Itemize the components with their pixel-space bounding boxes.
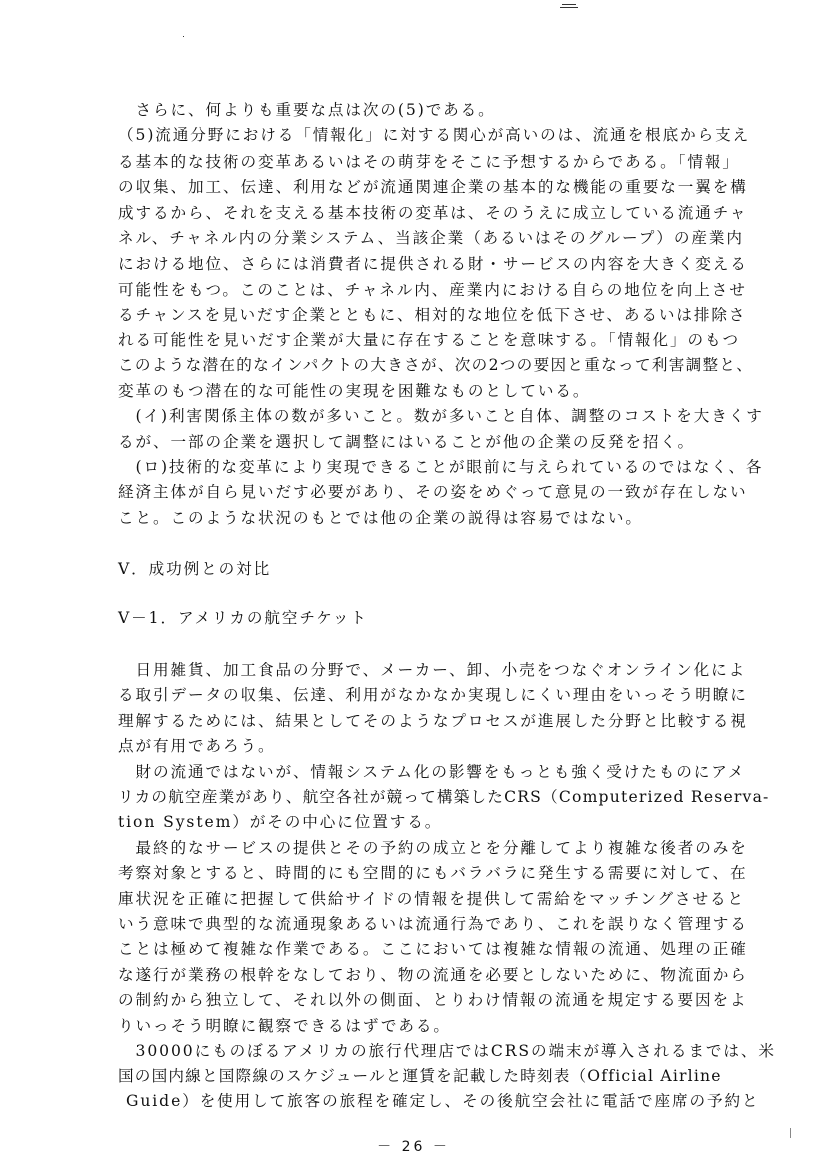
body-text-line: 変革のもつ潜在的な可能性の実現を困難なものとしている。 [118, 382, 591, 400]
body-text-line: ことは極めて複雑な作業である。ここにおいては複雑な情報の流通、処理の正確 [118, 940, 748, 958]
body-text-line: 理解するためには、結果としてそのようなプロセスが進展した分野と比較する視 [118, 712, 748, 730]
body-text-line: れる可能性を見いだす企業が大量に存在することを意味する。「情報化」のもつ [118, 331, 740, 349]
body-text-line: 経済主体が自ら見いだす必要があり、その姿をめぐって意見の一致が存在しない [118, 483, 748, 501]
body-text-line: (イ)利害関係主体の数が多いこと。数が多いこと自体、調整のコストを大きくす [118, 407, 764, 425]
section-heading: Ⅴ．成功例との対比 [118, 560, 272, 578]
body-text-line: 点が有用であろう。 [118, 737, 276, 755]
body-text-line: 最終的なサービスの提供とその予約の成立とを分離してより複雑な後者のみを [118, 839, 748, 857]
scan-speck [790, 1128, 791, 1138]
body-text-line: る基本的な技術の変革あるいはその萌芽をそこに予想するからである。「情報」 [118, 153, 740, 171]
body-text-line: さらに、何よりも重要な点は次の(5)である。 [118, 101, 496, 119]
body-text-line: いう意味で典型的な流通現象あるいは流通行為であり、これを誤りなく管理する [118, 915, 748, 933]
body-text-line: の制約から独立して、それ以外の側面、とりわけ情報の流通を規定する要因をよ [118, 991, 748, 1009]
body-text-line: （5)流通分野における「情報化」に対する関心が高いのは、流通を根底から支え [118, 126, 751, 144]
body-text-line: tion System）がその中心に位置する。 [118, 813, 443, 831]
body-text-line: りいっそう明瞭に観察できるはずである。 [118, 1017, 451, 1035]
body-text-line: (ロ)技術的な変革により実現できることが眼前に与えられているのではなく、各 [118, 458, 764, 476]
scan-speck [560, 7, 578, 8]
body-text-line: 可能性をもつ。このことは、チャネル内、産業内における自らの地位を向上させ [118, 281, 747, 299]
scan-speck [562, 4, 576, 5]
body-text-line: るが、一部の企業を選択して調整にはいることが他の企業の反発を招く。 [118, 433, 695, 451]
body-text-line: このような潜在的なインパクトの大きさが、次の2つの要因と重なって利害調整と、 [118, 356, 754, 374]
body-text-line: リカの航空産業があり、航空各社が競って構築したCRS（Computerized Reserva- [118, 788, 770, 806]
body-text-line: Guide）を使用して旅客の旅程を確定し、その後航空会社に電話で座席の予約と [126, 1092, 760, 1110]
body-text-line: 考察対象とすると、時間的にも空間的にもバラバラに発生する需要に対して、在 [118, 864, 748, 882]
body-text-line: な遂行が業務の根幹をなしており、物の流通を必要としないために、物流面から [118, 966, 748, 984]
body-text-line: ネル、チャネル内の分業システム、当該企業（あるいはそのグループ）の産業内 [118, 229, 744, 247]
body-text-line: 成するから、それを支える基本技術の変革は、そのうえに成立している流通チャ [118, 204, 748, 222]
page-number: － 26 － [377, 1139, 450, 1155]
body-text-line: 庫状況を正確に把握して供給サイドの情報を提供して需給をマッチングさせると [118, 890, 745, 908]
body-text-line: こと。このような状況のもとでは他の企業の説得は容易ではない。 [118, 509, 643, 527]
body-text-line: 日用雑貨、加工食品の分野で、メーカー、卸、小売をつなぐオンライン化によ [118, 661, 747, 679]
body-text-line: 国の国内線と国際線のスケジュールと運賃を記載した時刻表（Official Airline [118, 1067, 722, 1085]
scan-speck [183, 36, 184, 37]
body-text-line: るチャンスを見いだす企業とともに、相対的な地位を低下させ、あるいは排除さ [118, 306, 747, 324]
body-text-line: る取引データの収集、伝達、利用がなかなか実現しにくい理由をいっそう明瞭に [118, 686, 748, 704]
body-text-line: の収集、加工、伝達、利用などが流通関連企業の基本的な機能の重要な一翼を構 [118, 178, 748, 196]
subsection-heading: Ⅴ－1．アメリカの航空チケット [118, 609, 368, 627]
body-text-line: 財の流通ではないが、情報システム化の影響をもっとも強く受けたものにアメ [118, 763, 746, 781]
body-text-line: 30000にものぼるアメリカの旅行代理店ではCRSの端末が導入されるまでは、米 [118, 1042, 776, 1060]
body-text-line: における地位、さらには消費者に提供される財・サービスの内容を大きく変える [118, 255, 748, 273]
